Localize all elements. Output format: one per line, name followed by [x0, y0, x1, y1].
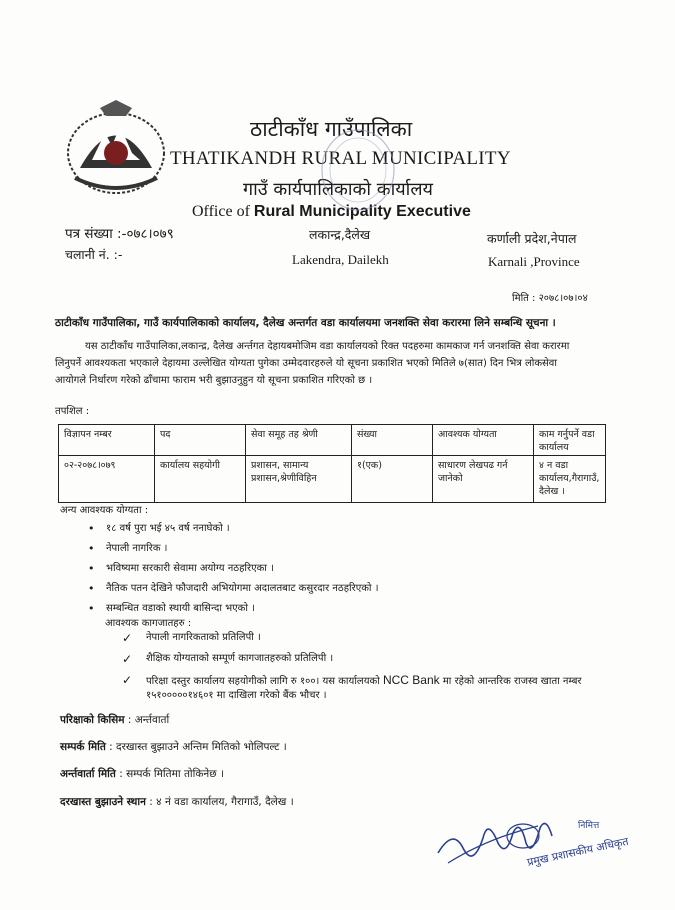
document-text-post: मा रहेको आन्तरिक राजस्व खाता नम्बर १५१०००००१४६०१ मा दाखिला गरेको बैंक भौचर ।: [146, 676, 582, 701]
cell-service-group: प्रशासन, सामान्य प्रशासन,श्रेणीविहिन: [246, 456, 352, 503]
cell-post: कार्यालय सहयोगी: [155, 456, 246, 503]
document-text: नेपाली नागरिकताको प्रतिलिपी ।: [146, 632, 261, 643]
list-item: [88, 542, 378, 562]
checkmark-icon: ✓: [122, 652, 133, 666]
executive-prefix: Office of: [192, 203, 254, 220]
list-item: [122, 673, 582, 703]
dispatch-number: चलानी नं. :-: [65, 247, 123, 262]
list-item: [122, 652, 582, 666]
info-label: अर्न्तवार्ता मिति: [60, 768, 116, 780]
notice-body: यस ठाटीकाँध गाउँपालिका,लकान्द्र, दैलेख अर्न्तगत देहायबमोजिम वडा कार्यालयको रिक्त पदहरुमा कामकाज गर्न जनशक्ति सेवा करारमा लिनुपर्ने आवश्यकता भएकाले देहायमा उल्लेखित योग्यता पुगेका उम्मेदवारहरुले यो सूचना प्रकाशित भएको मितिले ७(सात) दिन भित्र लोकसेवा आयोगले निर्धारण गरेको ढाँचामा फाराम भरी बुझाउनुहुन यो सूचना प्रकाशित गरिएको छ ।: [55, 341, 570, 386]
office-name-nepali: ठाटीकाँध गाउँपालिका: [250, 117, 413, 141]
checkmark-icon: ✓: [122, 673, 133, 687]
col-advert-number: विज्ञापन नम्बर: [59, 425, 155, 456]
list-item: [88, 562, 378, 582]
executive-office-nepali: गाउँ कार्यपालिकाको कार्यालय: [243, 179, 433, 200]
vacancy-table: [58, 424, 606, 503]
info-label: दरखास्त बुझाउने स्थान: [60, 796, 146, 808]
province-nepali: कर्णाली प्रदेश,नेपाल: [487, 231, 577, 246]
cell-qualification: साधारण लेखपढ गर्न जानेको: [433, 456, 534, 503]
info-value: : सम्पर्क मितिमा तोकिनेछ ।: [115, 768, 224, 780]
list-item: [88, 582, 378, 602]
bullet-icon: •: [88, 542, 95, 555]
col-count: संख्या: [352, 425, 433, 456]
info-label: सम्पर्क मिति: [60, 741, 106, 753]
stamp-label: निमित्त: [578, 821, 600, 831]
signature-icon: [428, 808, 630, 873]
table-header-row: [59, 425, 606, 456]
bullet-icon: •: [88, 562, 95, 575]
exam-type: [60, 713, 169, 727]
documents-list: [122, 631, 582, 710]
letter-number: पत्र संख्या :-०७८।०७९: [65, 226, 174, 242]
requirement-text: १८ वर्ष पुरा भई ४५ वर्ष ननाघेको ।: [106, 523, 230, 534]
document-text: शैक्षिक योग्यताको सम्पूर्ण कागजातहरुको प्रतिलिपी ।: [146, 653, 334, 664]
interview-date: [60, 767, 224, 781]
info-label: परिक्षाको किसिम: [60, 714, 125, 726]
documents-label: आवश्यक कागजातहरु :: [105, 618, 192, 629]
document-text-pre: परिक्षा दस्तुर कार्यालय सहयोगीको लागि रु १००। यस कार्यालयको: [146, 676, 383, 687]
requirement-text: सम्बन्धित वडाको स्थायी बासिन्दा भएको ।: [106, 603, 255, 614]
notice-date: मिति : २०७८।०७।०४: [512, 293, 588, 304]
other-qualifications-label: अन्य आवश्यक योग्यता :: [60, 505, 149, 516]
cell-count: १(एक): [352, 456, 433, 503]
location-nepali: लकान्द्र,दैलेख: [309, 227, 371, 242]
checkmark-icon: ✓: [122, 631, 133, 645]
notice-subject: ठाटीकाँध गाउँपालिका, गाउँ कार्यपालिकाको कार्यालय, दैलेख अन्तर्गत वडा कार्यालयमा जनशक्ति सेवा करारमा लिने सम्बन्धि सूचना ।: [55, 317, 556, 329]
requirement-text: भविष्यमा सरकारी सेवामा अयोग्य नठहरिएका ।: [106, 563, 274, 574]
info-value: : अर्न्तवार्ता: [124, 714, 170, 726]
col-qualification: आवश्यक योग्यता: [433, 425, 534, 456]
location-english: Lakendra, Dailekh: [292, 252, 389, 267]
executive-bold: Rural Municipality Executive: [253, 203, 471, 220]
government-emblem-icon: [60, 98, 172, 198]
list-item: [122, 631, 582, 645]
info-value: : ४ नं वडा कार्यालय, गैरागाउँ, दैलेख ।: [145, 796, 294, 808]
list-item: [88, 522, 378, 542]
col-post: पद: [155, 425, 246, 456]
info-value: : दरखास्त बुझाउने अन्तिम मितिको भोलिपल्ट ।: [105, 741, 287, 753]
requirement-text: नेपाली नागरिक ।: [106, 543, 168, 554]
submission-place: [60, 795, 294, 809]
requirement-text: नैतिक पतन देखिने फौजदारी अभियोगमा अदालतबाट कसुरदार नठहरिएको ।: [106, 583, 379, 594]
col-service-group: सेवा समूह तह श्रेणी: [246, 425, 352, 456]
bank-name: NCC Bank: [382, 673, 440, 687]
bullet-icon: •: [88, 522, 95, 535]
table-row: [59, 456, 606, 503]
bullet-icon: •: [88, 602, 95, 615]
office-name-english: THATIKANDH RURAL MUNICIPALITY: [170, 148, 511, 169]
province-english: Karnali ,Province: [488, 254, 580, 269]
contact-date: [60, 740, 287, 754]
requirements-list: [88, 522, 378, 622]
col-ward-office: काम गर्नुपर्ने वडा कार्यालय: [534, 425, 606, 456]
details-label: तपशिल :: [55, 406, 90, 417]
cell-advert-number: ०२-२०७८।०७९: [59, 456, 155, 503]
cell-ward-office: ४ न वडा कार्यालय,गैरागाउँ, दैलेख ।: [534, 456, 606, 503]
office-stamp-icon: [318, 125, 398, 215]
bullet-icon: •: [88, 582, 95, 595]
signature-caption: प्रमुख प्रशासकीय अधिकृत: [525, 834, 630, 869]
